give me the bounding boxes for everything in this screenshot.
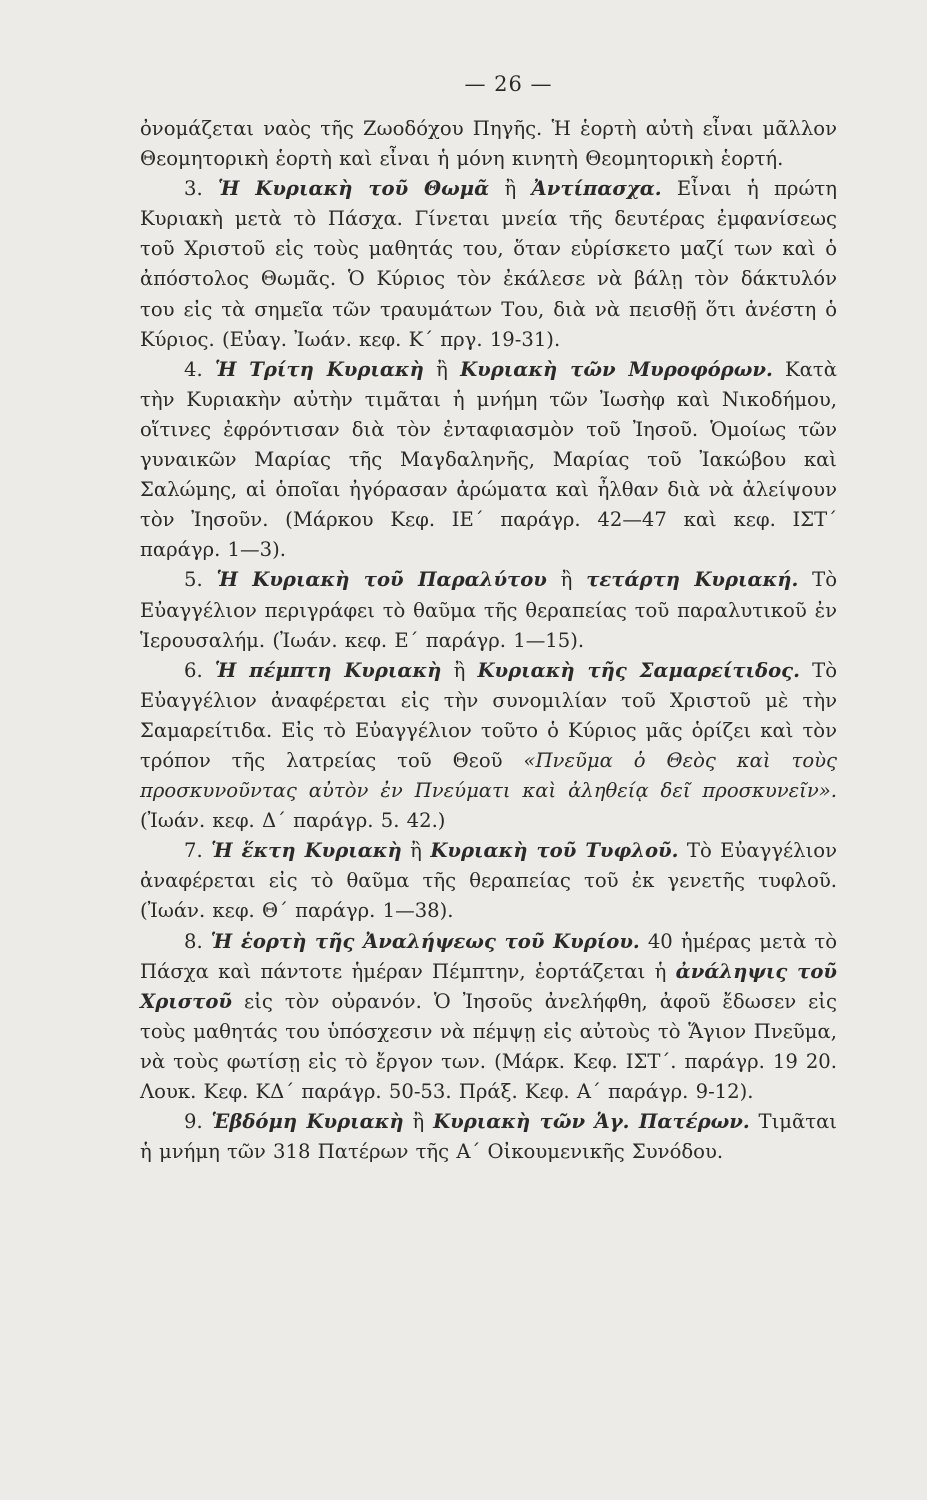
text-run: εἰς τὸν οὐρανόν. Ὁ Ἰησοῦς ἀνελήφθη, ἀφοῦ ἔδωσεν εἰς τοὺς μαθητάς του ὑπόσχεσιν νὰ πέμψῃ εἰς αὐτοὺς τὸ Ἅγιον Πνεῦμα, νὰ τοὺς φωτίσῃ εἰς τὸ ἔργον των. (Μάρκ. Κεφ. ΙΣΤ΄. παράγρ. 19 20. Λουκ. Κεφ. ΚΔ΄ παράγρ. 50-53. Πράξ. Κεφ. Α΄ παράγρ. 9-12). [140, 989, 837, 1103]
section-heading: Ἡ πέμπτη Κυριακὴ [214, 658, 442, 682]
paragraph [140, 114, 837, 174]
paragraph [140, 656, 837, 837]
text-run: 8. [184, 929, 211, 953]
section-heading: Κυριακὴ τῶν Ἁγ. Πατέρων. [433, 1110, 750, 1134]
body-text [140, 114, 837, 1167]
text-run: Τὸ Εὐαγγέλιον ἀναφέρεται εἰς τὸ θαῦμα τῆς θεραπείας τοῦ ἐκ γενετῆς τυφλοῦ. (Ἰωάν. κεφ. Θ΄ παράγρ. 1—38). [140, 839, 837, 923]
text-run: (Ἰωάν. κεφ. Δ΄ παράγρ. 5. 42.) [140, 809, 446, 833]
paragraph [140, 355, 837, 566]
paragraph [140, 1107, 837, 1167]
section-heading: Ἡ Κυριακὴ τοῦ Θωμᾶ [217, 177, 490, 201]
text-run: Εἶναι ἡ πρώτη Κυριακὴ μετὰ τὸ Πάσχα. Γίνεται μνεία τῆς δευτέρας ἐμφανίσεως τοῦ Χριστοῦ εἰς τοὺς μαθητάς του, ὅταν εὑρίσκετο μαζί των καὶ ὁ ἀπόστολος Θωμᾶς. Ὁ Κύριος τὸν ἐκάλεσε νὰ βάλῃ τὸν δάκτυλόν του εἰς τὰ σημεῖα τῶν τραυμάτων Του, διὰ νὰ πεισθῇ ὅτι ἀνέστη ὁ Κύριος. (Εὐαγ. Ἰωάν. κεφ. Κ΄ πργ. 19-31). [140, 177, 837, 351]
section-heading: Κυριακὴ τῶν Μυροφόρων. [460, 357, 773, 381]
text-run: ὀνομάζεται ναὸς τῆς Ζωοδόχου Πηγῆς. Ἡ ἑορτὴ αὐτὴ εἶναι μᾶλλον Θεομητορικὴ ἑορτὴ καὶ εἶναι ἡ μόνη κινητὴ Θεομητορικὴ ἑορτή. [140, 117, 837, 171]
text-run: ἢ [489, 177, 532, 201]
paragraph [140, 927, 837, 1108]
text-run: Τὸ Εὐαγγέλιον περιγράφει τὸ θαῦμα τῆς θεραπείας τοῦ παραλυτικοῦ ἐν Ἱερουσαλήμ. (Ἰωάν. κεφ. Ε΄ παράγρ. 1—15). [140, 568, 837, 652]
text-run: ἢ [403, 1110, 434, 1134]
paragraph [140, 565, 837, 655]
text-run: Τὸ Εὐαγγέλιον ἀναφέρεται εἰς τὴν συνομιλίαν τοῦ Χριστοῦ μὲ τὴν Σαμαρείτιδα. Εἰς τὸ Εὐαγγέλιον τοῦτο ὁ Κύριος μᾶς ὁρίζει καὶ τὸν τρόπον τῆς λατρείας τοῦ Θεοῦ [140, 658, 837, 772]
text-run: 7. [184, 839, 212, 863]
section-heading: Ἑβδόμη Κυριακὴ [211, 1110, 404, 1134]
section-heading: Ἀντίπασχα. [531, 177, 662, 201]
text-run: 40 ἡμέρας μετὰ τὸ Πάσχα καὶ πάντοτε ἡμέραν Πέμπτην, ἑορτάζεται ἡ [140, 929, 837, 983]
text-run: ἢ [423, 357, 461, 381]
text-run: ἢ [441, 658, 478, 682]
section-heading: Ἡ Τρίτη Κυριακὴ [214, 357, 424, 381]
section-heading: Ἡ ἕκτη Κυριακὴ [211, 839, 402, 863]
text-run: 9. [184, 1110, 212, 1134]
text-run: Τιμᾶται ἡ μνήμη τῶν 318 Πατέρων τῆς Α΄ Οἰκουμενικῆς Συνόδου. [140, 1110, 837, 1164]
text-run: 6. [184, 658, 215, 682]
text-run: ἢ [546, 568, 587, 592]
text-run: 3. [184, 177, 218, 201]
section-heading: Κυριακὴ τῆς Σαμαρείτιδος. [477, 658, 800, 682]
section-heading: Κυριακὴ τοῦ Τυφλοῦ. [430, 839, 679, 863]
paragraph [140, 836, 837, 926]
section-heading: τετάρτη Κυριακή. [586, 568, 799, 592]
text-run: ἢ [401, 839, 431, 863]
paragraph [140, 174, 837, 355]
text-run: 4. [184, 357, 215, 381]
section-heading: Ἡ Κυριακὴ τοῦ Παραλύτου [216, 568, 547, 592]
page-number: — 26 — [464, 72, 553, 96]
text-run: 5. [184, 568, 217, 592]
text-run: Κατὰ τὴν Κυριακὴν αὐτὴν τιμᾶται ἡ μνήμη τῶν Ἰωσὴφ καὶ Νικοδήμου, οἵτινες ἐφρόντισαν διὰ τὸν ἐνταφιασμὸν τοῦ Ἰησοῦ. Ὁμοίως τῶν γυναικῶν Μαρίας τῆς Μαγδαληνῆς, Μαρίας τοῦ Ἰακώβου καὶ Σαλώμης, αἱ ὁποῖαι ἠγόρασαν ἀρώματα καὶ ἦλθαν διὰ νὰ ἀλείψουν τὸν Ἰησοῦν. (Μάρκου Κεφ. ΙΕ΄ παράγρ. 42—47 καὶ κεφ. ΙΣΤ΄ παράγρ. 1—3). [140, 357, 837, 562]
section-heading: ἀνάληψις τοῦ Χριστοῦ [140, 959, 837, 1013]
section-heading: Ἡ ἑορτὴ τῆς Ἀναλήψεως τοῦ Κυρίου. [210, 929, 640, 953]
quotation: «Πνεῦμα ὁ Θεὸς καὶ τοὺς προσκυνοῦντας αὐτὸν ἐν Πνεύματι καὶ ἀληθείᾳ δεῖ προσκυνεῖν». [140, 748, 837, 803]
